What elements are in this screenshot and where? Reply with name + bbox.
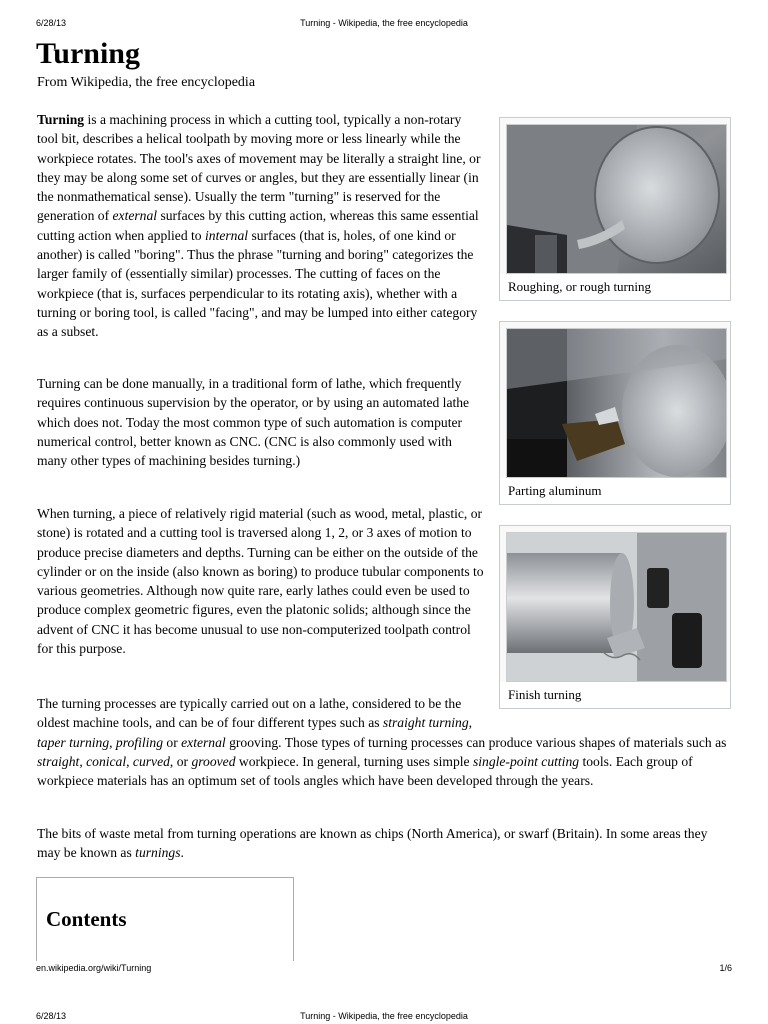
next-print-date: 6/28/13	[36, 1011, 67, 1021]
figure-parting	[499, 321, 731, 505]
text-run: , or	[169, 753, 192, 769]
caption-finish: Finish turning	[500, 682, 730, 708]
print-url[interactable]: en.wikipedia.org/wiki/Turning	[36, 963, 152, 973]
paragraph-process: When turning, a piece of relatively rigid material (such as wood, metal, plastic, or stone) is rotated and a cutting tool is traversed along 1, 2, or 3 axes of motion to produce precise diameters and depths. Turning can be either on the outside of the cylinder or on the inside (also known as boring) to produce tubular components to various geometries. Although now quite rare, early lathes could even be used to produce complex geometric figures, even the platonic solids; although since the advent of CNC it has become unusual to use non-computerized toolpath control for this purpose.	[37, 506, 484, 657]
text-run: ,	[109, 734, 116, 750]
photo-parting[interactable]	[506, 328, 727, 478]
caption-parting: Parting aluminum	[500, 478, 730, 504]
text-run: The turning processes are typically carried out on a lathe, considered to be the oldest machine tools, and can be of four different types such as	[37, 696, 462, 731]
print-date: 6/28/13	[36, 18, 67, 28]
text-run: ,	[79, 753, 87, 769]
toc-box	[36, 877, 294, 961]
print-title: Turning - Wikipedia, the free encyclopedia	[300, 18, 468, 28]
bold-term: Turning	[37, 112, 85, 127]
text-run: is a machining process in which a cutting tool, typically a non-rotary tool bit, describes a helical toolpath by moving more or less linearly while the workpiece rotates. The tool's axes of movement may be literally a straight line, or they may be along some set of curves or angles, but they are essentially linear (in the nonmathematical sense). Usually the term "turning" is reserved for the generation of	[37, 112, 481, 224]
italic-term: straight turning	[382, 715, 469, 731]
photo-roughing[interactable]	[506, 124, 727, 274]
paragraph-chips	[37, 824, 733, 863]
italic-term: straight	[37, 753, 80, 769]
print-page-number: 1/6	[719, 963, 732, 973]
italic-term: internal	[205, 227, 249, 243]
italic-term: profiling	[115, 734, 164, 750]
print-footer	[36, 963, 732, 975]
italic-term: external	[112, 208, 158, 224]
paragraph-intro	[37, 110, 485, 342]
italic-term: external	[181, 734, 226, 750]
text-run: surfaces (that is, holes, of one kind or another) is called "boring". Thus the phrase "turning and boring" categorizes the larger family of (essentially similar) processes. The cutting of faces on the workpiece (that is, surfaces perpendicular to its rotating axis), whether with a turning or boring tool, is called "facing", and may be lumped into either category as a subset.	[37, 227, 478, 340]
paragraph-manual: Turning can be done manually, in a traditional form of lathe, which frequently requires continuous supervision by the operator, or by using an automated lathe which does not. Today the most common type of such automation is computer numerical control, better known as CNC. (CNC is also commonly used with many other types of machining besides turning.)	[37, 376, 470, 469]
text-run: The bits of waste metal from turning operations are known as chips (North America), or swarf (Britain). In some areas they may be known as	[37, 826, 708, 861]
italic-term: curved	[132, 753, 170, 769]
page-title: Turning	[36, 37, 140, 70]
text-run: .	[180, 845, 184, 861]
figure-roughing	[499, 117, 731, 301]
italic-term: single-point cutting	[472, 753, 580, 769]
text-run: or	[163, 734, 182, 750]
toc-title: Contents	[46, 907, 127, 931]
italic-term: conical	[86, 753, 127, 769]
italic-term: taper turning	[37, 734, 110, 750]
text-run: grooving. Those types of turning processes can produce various shapes of materials such as	[225, 734, 727, 750]
article-tagline: From Wikipedia, the free encyclopedia	[37, 75, 256, 90]
next-print-title: Turning - Wikipedia, the free encyclopedia	[300, 1011, 468, 1021]
print-header	[36, 18, 732, 30]
italic-term: grooved	[191, 753, 236, 769]
figure-finish	[499, 525, 731, 709]
text-run: ,	[126, 753, 133, 769]
text-run: surfaces by this cutting action, whereas this same essential cutting action when applied to	[37, 208, 479, 243]
italic-term: turnings	[135, 845, 181, 861]
photo-finish[interactable]	[506, 532, 727, 682]
next-print-header	[36, 1011, 732, 1023]
caption-roughing: Roughing, or rough turning	[500, 274, 730, 300]
text-run: tools. Each group of workpiece materials has an optimum set of tools angles which have been developed through the years.	[37, 753, 693, 789]
text-run: ,	[468, 715, 473, 731]
text-run: workpiece. In general, turning uses simple	[235, 753, 473, 769]
